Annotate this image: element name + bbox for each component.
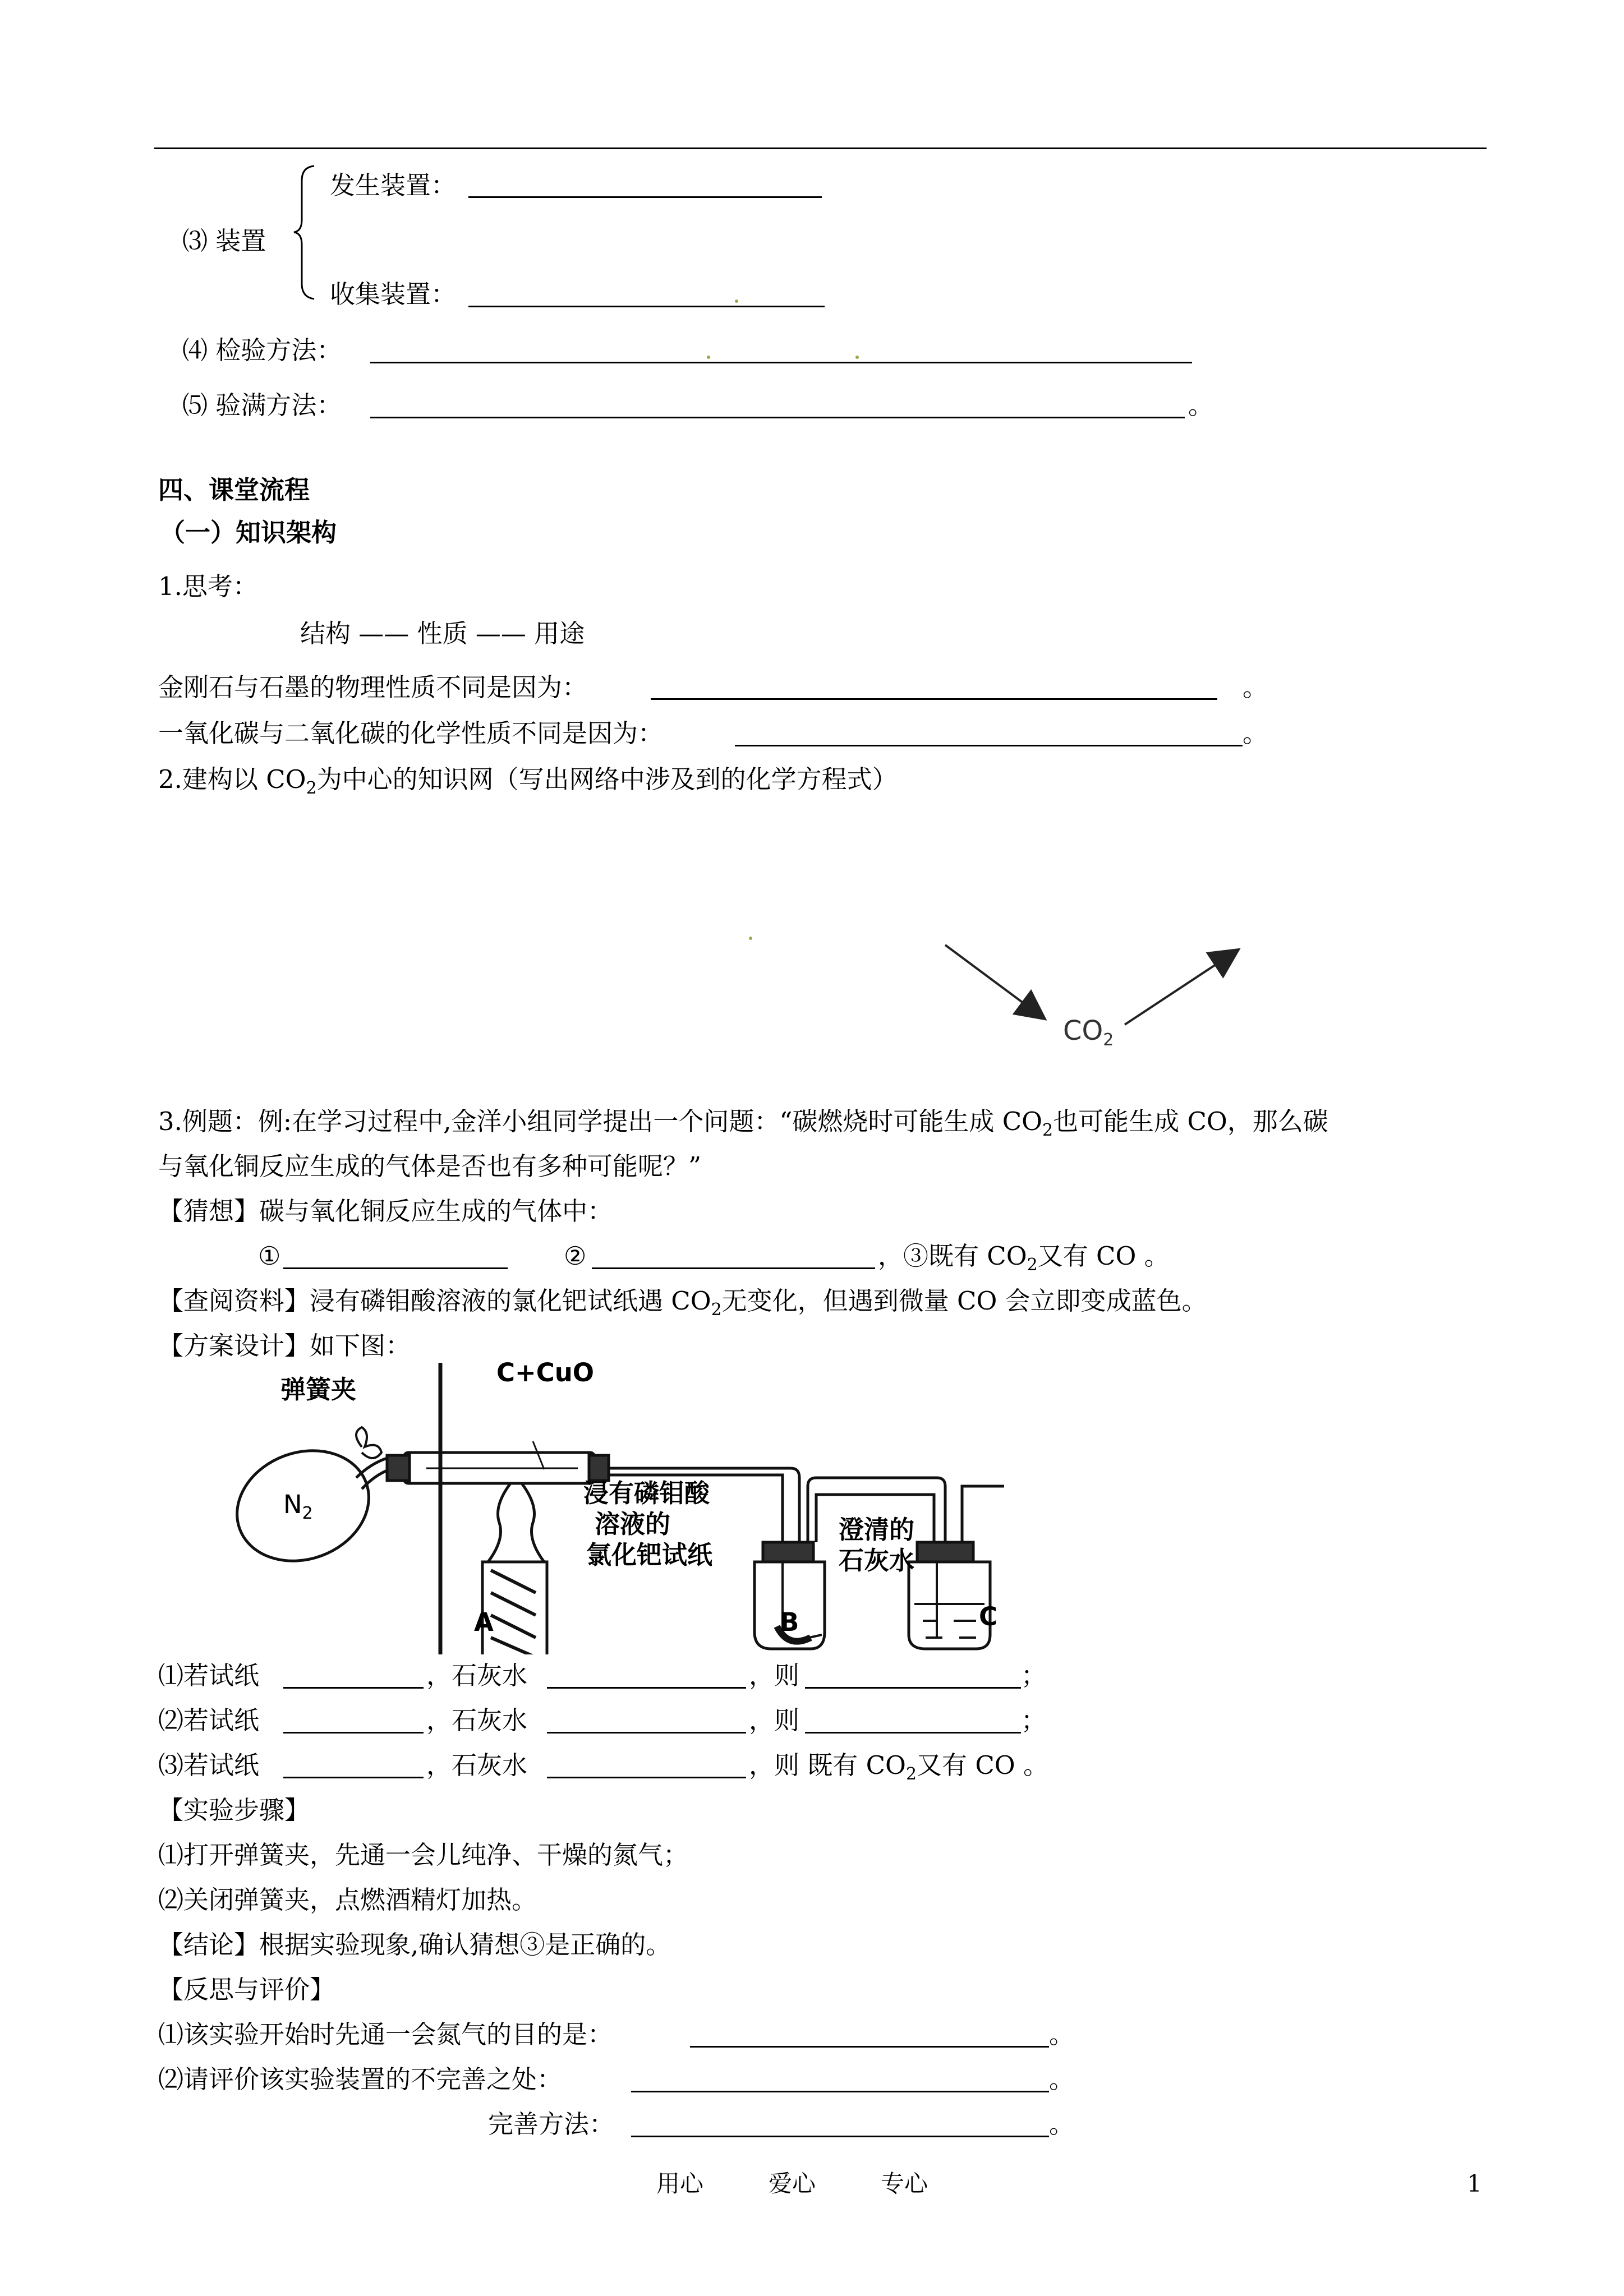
co-prompt: 一氧化碳与二氧化碳的化学性质不同是因为：: [158, 718, 664, 748]
period: 。: [1243, 672, 1268, 702]
speck: [855, 356, 859, 359]
period: 。: [1049, 2020, 1075, 2049]
curly-brace: [292, 164, 317, 301]
row1-result-blank[interactable]: [805, 1687, 1021, 1689]
row3-prefix: ⑶若试纸: [158, 1750, 260, 1780]
row3-lime-blank[interactable]: [547, 1777, 746, 1778]
co2-node: $CO_2$: [1063, 1015, 1114, 1050]
section-four-subtitle: （一）知识架构: [160, 518, 337, 547]
steps-heading: 【实验步骤】: [158, 1795, 310, 1825]
footer-right: 专心: [881, 2170, 928, 2197]
reagent-label: C+CuO: [496, 1358, 595, 1387]
reflect-2-blank[interactable]: [631, 2091, 1049, 2092]
page-number: 1: [1467, 2170, 1482, 2197]
reflect-1-label: ⑴该实验开始时先通一会氮气的目的是：: [158, 2020, 613, 2049]
flame: [488, 1483, 544, 1562]
reflect-2-label: ⑵请评价该实验装置的不完善之处：: [158, 2064, 563, 2094]
conclusion: 【结论】根据实验现象,确认猜想③是正确的。: [158, 1930, 671, 1960]
co2-network-diagram: [942, 934, 1268, 1074]
row2-then: ，则: [749, 1705, 800, 1735]
row3-lime-label: ，石灰水: [426, 1750, 528, 1780]
lime-label-2: 石灰水: [839, 1546, 915, 1575]
row3-then: ，则 既有 $CO_2$又有 CO 。: [749, 1750, 1048, 1784]
label-c: C: [979, 1602, 998, 1631]
paper-label-2: 溶液的: [595, 1509, 671, 1539]
diamond-blank[interactable]: [651, 698, 1217, 700]
speck: [707, 356, 710, 359]
q3-line2: 与氧化铜反应生成的气体是否也有多种可能呢？”: [158, 1151, 702, 1181]
collector-label: 收集装置：: [330, 279, 457, 309]
section-four-title: 四、课堂流程: [158, 475, 310, 505]
clip-label: 弹簧夹: [280, 1375, 357, 1404]
footer-left: 用心: [656, 2170, 704, 2197]
paper-label-1: 浸有磷钼酸: [583, 1478, 710, 1508]
row1-lime-label: ，石灰水: [426, 1661, 528, 1690]
full-method-blank[interactable]: [370, 417, 1185, 418]
lime-label-1: 澄清的: [839, 1515, 915, 1545]
row2-paper-blank[interactable]: [283, 1732, 424, 1733]
footer-center: 爱心: [769, 2170, 816, 2197]
setup-label: ⑶ 装置: [182, 226, 266, 256]
reflect-1-blank[interactable]: [690, 2046, 1049, 2048]
reflect-3-label: 完善方法：: [488, 2109, 615, 2139]
row2-end: ；: [1021, 1705, 1047, 1735]
q2-label: 2.建构以 $CO_2$为中心的知识网（写出网络中涉及到的化学方程式）: [158, 764, 898, 798]
reference-info: 【查阅资料】浸有磷钼酸溶液的氯化钯试纸遇 $CO_2$无变化，但遇到微量 CO 会立即变成蓝色。: [158, 1286, 1207, 1320]
generator-label: 发生装置：: [330, 170, 457, 200]
period: 。: [1049, 2064, 1075, 2094]
test-method-label: ⑷ 检验方法：: [182, 335, 342, 365]
paper-label-3: 氯化钯试纸: [586, 1540, 713, 1570]
step-1: ⑴打开弹簧夹，先通一会儿纯净、干燥的氮气；: [158, 1840, 689, 1870]
design-heading: 【方案设计】如下图：: [158, 1331, 411, 1361]
diamond-prompt: 金刚石与石墨的物理性质不同是因为：: [158, 672, 588, 702]
guess-heading: 【猜想】碳与氧化铜反应生成的气体中：: [158, 1196, 613, 1226]
collector-blank[interactable]: [468, 306, 825, 307]
row2-lime-label: ，石灰水: [426, 1705, 528, 1735]
reflect-3-blank[interactable]: [631, 2136, 1049, 2137]
row1-end: ；: [1021, 1661, 1047, 1690]
guess-1-marker: ①: [258, 1241, 281, 1271]
test-method-blank[interactable]: [370, 362, 1192, 363]
row3-paper-blank[interactable]: [283, 1777, 424, 1778]
spring-clip: [356, 1427, 381, 1458]
guess-2-marker: ②: [564, 1241, 587, 1271]
guess-2-blank[interactable]: [592, 1267, 875, 1269]
generator-blank[interactable]: [468, 196, 822, 198]
row2-lime-blank[interactable]: [547, 1732, 746, 1733]
gas-label: $N_2$: [283, 1490, 313, 1523]
row2-result-blank[interactable]: [805, 1732, 1021, 1733]
q3-line1: 3.例题：例:在学习过程中,金洋小组同学提出一个问题：“碳燃烧时可能生成 $CO_2$也可能生成 CO，那么碳: [158, 1106, 1328, 1140]
full-method-label: ⑸ 验满方法：: [182, 390, 342, 420]
label-a: A: [474, 1607, 494, 1637]
row1-prefix: ⑴若试纸: [158, 1661, 260, 1690]
period: 。: [1188, 390, 1214, 420]
row1-then: ，则: [749, 1661, 800, 1690]
speck: [749, 937, 752, 940]
row1-lime-blank[interactable]: [547, 1687, 746, 1689]
q1-label: 1.思考：: [158, 571, 258, 601]
period: 。: [1243, 718, 1268, 748]
period: 。: [1049, 2109, 1075, 2139]
step-2: ⑵关闭弹簧夹，点燃酒精灯加热。: [158, 1885, 537, 1915]
reflect-heading: 【反思与评价】: [158, 1975, 335, 2004]
header-rule: [154, 147, 1487, 149]
bottle-c: [909, 1562, 990, 1649]
row1-paper-blank[interactable]: [283, 1687, 424, 1689]
row2-prefix: ⑵若试纸: [158, 1705, 260, 1735]
guess-1-blank[interactable]: [283, 1267, 508, 1269]
label-b: B: [780, 1607, 799, 1637]
arrow-out: [1125, 951, 1237, 1025]
guess-3: ，③既有 $CO_2$又有 CO 。: [878, 1241, 1170, 1275]
co-blank[interactable]: [735, 745, 1243, 746]
arrow-in: [945, 945, 1043, 1018]
speck: [735, 299, 738, 303]
q1-flow: 结构 —— 性质 —— 用途: [300, 619, 585, 648]
